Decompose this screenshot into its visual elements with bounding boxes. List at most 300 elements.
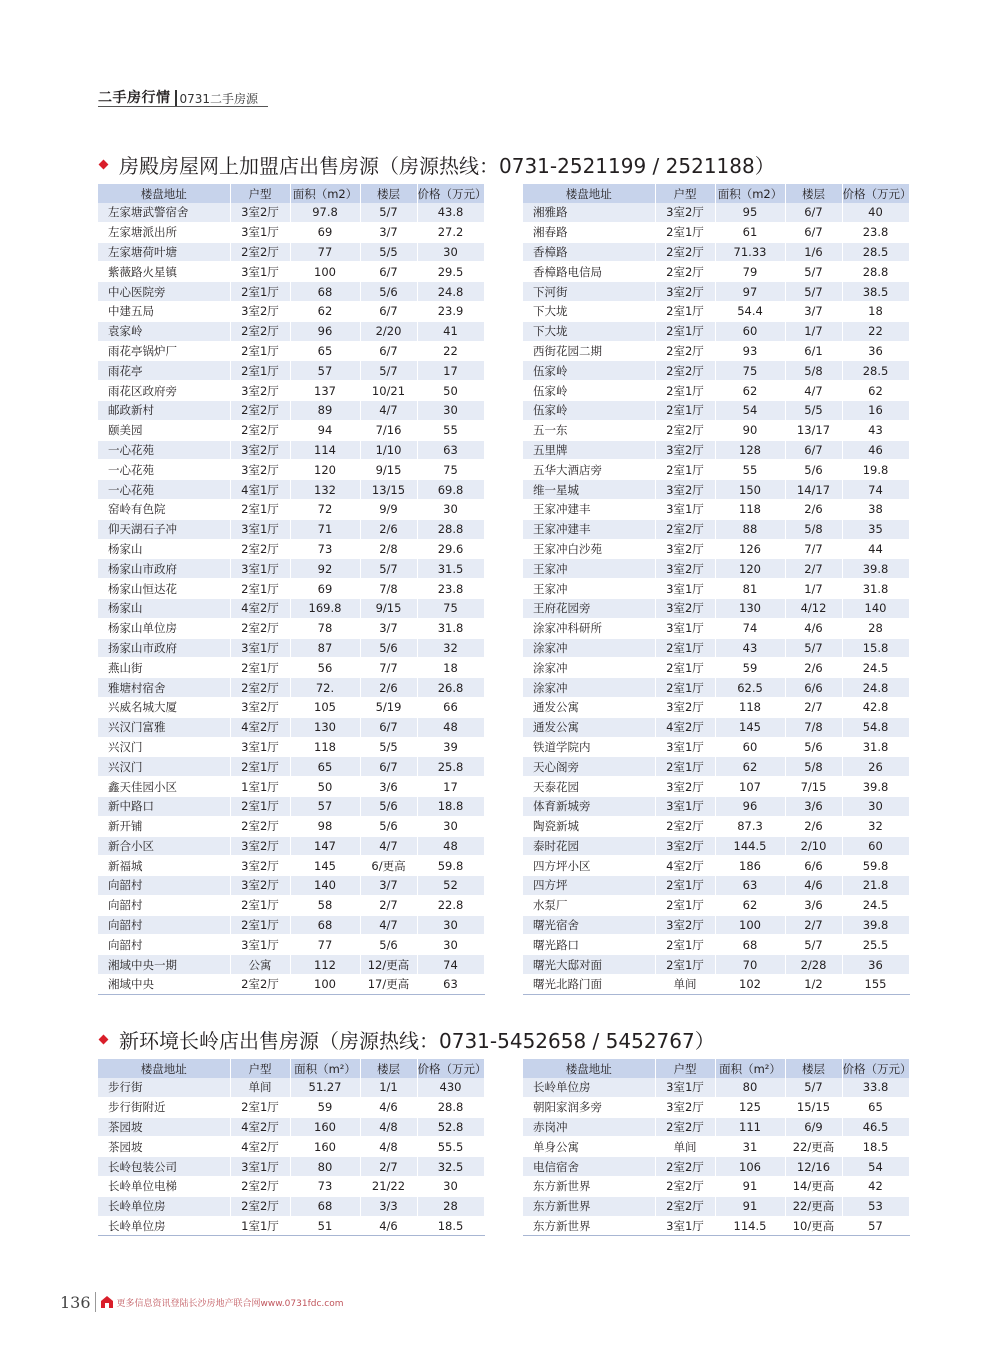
table-cell: 95 bbox=[715, 203, 785, 222]
table-cell: 西街花园二期 bbox=[523, 341, 655, 361]
table-cell: 2室1厅 bbox=[655, 321, 715, 341]
table-row bbox=[98, 579, 484, 599]
table-cell: 80 bbox=[290, 1157, 360, 1177]
header-divider bbox=[175, 90, 177, 107]
table-cell: 左家塘荷叶塘 bbox=[98, 242, 230, 262]
table-cell: 3室2厅 bbox=[230, 301, 290, 321]
table-cell: 100 bbox=[290, 262, 360, 282]
table-cell: 曙光路口 bbox=[523, 935, 655, 955]
table-cell: 33.8 bbox=[842, 1078, 909, 1097]
table-cell: 26.8 bbox=[417, 678, 484, 698]
table-cell: 涂家冲 bbox=[523, 658, 655, 678]
table-cell: 天泰花园 bbox=[523, 777, 655, 797]
table-cell: 4/8 bbox=[360, 1137, 417, 1157]
table-cell: 3室1厅 bbox=[230, 559, 290, 579]
table-cell: 五里牌 bbox=[523, 440, 655, 460]
table-cell: 5/7 bbox=[785, 282, 842, 302]
table-cell: 118 bbox=[715, 499, 785, 519]
table-cell: 王家冲白沙苑 bbox=[523, 539, 655, 559]
table-cell: 3室1厅 bbox=[655, 737, 715, 757]
table-row bbox=[523, 737, 909, 757]
column-header: 价格（万元） bbox=[842, 184, 909, 203]
table-cell: 5/5 bbox=[785, 400, 842, 420]
table-cell: 兴汉门 bbox=[98, 737, 230, 757]
table-cell: 120 bbox=[290, 460, 360, 480]
table-row bbox=[98, 321, 484, 341]
table-cell: 新合小区 bbox=[98, 836, 230, 856]
table-cell: 21/22 bbox=[360, 1176, 417, 1196]
table-cell: 77 bbox=[290, 935, 360, 955]
table-cell: 长岭单位房 bbox=[98, 1196, 230, 1216]
table-cell: 39.8 bbox=[842, 777, 909, 797]
table-cell: 2室2厅 bbox=[230, 539, 290, 559]
table-cell: 2室2厅 bbox=[230, 321, 290, 341]
table-cell: 2室2厅 bbox=[230, 678, 290, 698]
table-cell: 55.5 bbox=[417, 1137, 484, 1157]
table-cell: 6/7 bbox=[360, 717, 417, 737]
table-cell: 50 bbox=[290, 777, 360, 797]
table-cell: 111 bbox=[715, 1117, 785, 1137]
table-cell: 5/7 bbox=[785, 1078, 842, 1097]
table-cell: 一心花苑 bbox=[98, 440, 230, 460]
table-cell: 52.8 bbox=[417, 1117, 484, 1137]
table-row bbox=[523, 499, 909, 519]
table-cell: 1室1厅 bbox=[230, 1216, 290, 1236]
table-cell: 6/7 bbox=[360, 262, 417, 282]
table-cell: 2室1厅 bbox=[230, 757, 290, 777]
table-cell: 24.5 bbox=[842, 895, 909, 915]
table-cell: 9/9 bbox=[360, 499, 417, 519]
table-cell: 88 bbox=[715, 519, 785, 539]
table-cell: 96 bbox=[290, 321, 360, 341]
table-cell: 98 bbox=[290, 816, 360, 836]
table-row bbox=[98, 519, 484, 539]
table-cell: 3室2厅 bbox=[230, 836, 290, 856]
footer-divider bbox=[95, 1292, 96, 1312]
table-cell: 兴汉门富雅 bbox=[98, 717, 230, 737]
table-cell: 4/7 bbox=[785, 381, 842, 401]
table-cell: 铁道学院内 bbox=[523, 737, 655, 757]
table-row bbox=[523, 757, 909, 777]
table-cell: 62 bbox=[715, 895, 785, 915]
table-cell: 65 bbox=[290, 341, 360, 361]
table-cell: 80 bbox=[715, 1078, 785, 1097]
table-cell: 112 bbox=[290, 955, 360, 975]
table-cell: 31.8 bbox=[842, 737, 909, 757]
table-row bbox=[523, 678, 909, 698]
table-cell: 46 bbox=[842, 440, 909, 460]
table-cell: 10/更高 bbox=[785, 1216, 842, 1236]
table-cell: 28.8 bbox=[842, 262, 909, 282]
table-cell: 60 bbox=[715, 737, 785, 757]
table-cell: 69 bbox=[290, 222, 360, 242]
table-row bbox=[98, 282, 484, 302]
table-cell: 3室2厅 bbox=[655, 915, 715, 935]
table-cell: 4室2厅 bbox=[655, 856, 715, 876]
section1-title-text: 房殿房屋网上加盟店出售房源（房源热线：0731-2521199 / 2521188） bbox=[119, 154, 775, 178]
table-row bbox=[98, 420, 484, 440]
table-cell: 2室1厅 bbox=[655, 658, 715, 678]
table-cell: 长岭包装公司 bbox=[98, 1157, 230, 1177]
table-row bbox=[98, 915, 484, 935]
table-cell: 3室1厅 bbox=[230, 935, 290, 955]
table-cell: 16 bbox=[842, 400, 909, 420]
table-cell: 3室2厅 bbox=[230, 856, 290, 876]
table-cell: 朝阳家润多旁 bbox=[523, 1097, 655, 1117]
table-cell: 4/7 bbox=[360, 915, 417, 935]
table-row bbox=[98, 361, 484, 381]
column-header: 户型 bbox=[230, 184, 290, 203]
table-row bbox=[98, 301, 484, 321]
table-cell: 52 bbox=[417, 876, 484, 896]
page-header bbox=[98, 89, 258, 107]
table-cell: 48 bbox=[417, 836, 484, 856]
table-row bbox=[98, 678, 484, 698]
table-cell: 王家冲 bbox=[523, 579, 655, 599]
table-row bbox=[523, 1097, 909, 1117]
table-cell: 4室2厅 bbox=[230, 598, 290, 618]
table-cell: 7/8 bbox=[360, 579, 417, 599]
table-cell: 陶瓷新城 bbox=[523, 816, 655, 836]
table-cell: 2室1厅 bbox=[230, 361, 290, 381]
table-cell: 2室1厅 bbox=[655, 222, 715, 242]
table-cell: 15.8 bbox=[842, 638, 909, 658]
table-cell: 59 bbox=[290, 1097, 360, 1117]
table-cell: 94 bbox=[290, 420, 360, 440]
table-row bbox=[98, 638, 484, 658]
table-cell: 56 bbox=[290, 658, 360, 678]
table-cell: 26 bbox=[842, 757, 909, 777]
table-cell: 87.3 bbox=[715, 816, 785, 836]
table-header-row bbox=[523, 184, 909, 203]
table-row bbox=[523, 539, 909, 559]
table-cell: 长岭单位房 bbox=[98, 1216, 230, 1236]
column-header: 楼层 bbox=[360, 184, 417, 203]
table-row bbox=[523, 697, 909, 717]
table-cell: 114 bbox=[290, 440, 360, 460]
table-cell: 5/19 bbox=[360, 697, 417, 717]
table-cell: 2室1厅 bbox=[230, 915, 290, 935]
table-cell: 24.5 bbox=[842, 658, 909, 678]
table-cell: 2室1厅 bbox=[655, 678, 715, 698]
table-cell: 70 bbox=[715, 955, 785, 975]
table-cell: 新中路口 bbox=[98, 796, 230, 816]
table-cell: 24.8 bbox=[842, 678, 909, 698]
table-cell: 23.8 bbox=[842, 222, 909, 242]
table-cell: 2室1厅 bbox=[230, 341, 290, 361]
section2-title-text: 新环境长岭店出售房源（房源热线：0731-5452658 / 5452767） bbox=[119, 1029, 715, 1053]
table-cell: 茶园坡 bbox=[98, 1117, 230, 1137]
table-row bbox=[523, 321, 909, 341]
table-cell: 3室2厅 bbox=[230, 697, 290, 717]
table-cell: 2室1厅 bbox=[655, 935, 715, 955]
table-cell: 3/6 bbox=[785, 796, 842, 816]
column-header: 楼层 bbox=[360, 1059, 417, 1078]
table-cell: 3室2厅 bbox=[655, 282, 715, 302]
table-cell: 2室1厅 bbox=[655, 460, 715, 480]
table-cell: 5/7 bbox=[785, 935, 842, 955]
table-row bbox=[98, 796, 484, 816]
table-cell: 57 bbox=[842, 1216, 909, 1236]
table-cell: 四方坪 bbox=[523, 876, 655, 896]
table-cell: 59.8 bbox=[417, 856, 484, 876]
table-cell: 1/7 bbox=[785, 579, 842, 599]
table-row bbox=[523, 1137, 909, 1157]
table-cell: 36 bbox=[842, 955, 909, 975]
table-cell: 17 bbox=[417, 361, 484, 381]
table-cell: 5/6 bbox=[360, 638, 417, 658]
table-cell: 55 bbox=[715, 460, 785, 480]
table-row bbox=[98, 1176, 484, 1196]
table-cell: 7/15 bbox=[785, 777, 842, 797]
table-cell: 61 bbox=[715, 222, 785, 242]
table-cell: 邮政新村 bbox=[98, 400, 230, 420]
table-cell: 39 bbox=[417, 737, 484, 757]
table-cell: 22 bbox=[417, 341, 484, 361]
table-cell: 2室1厅 bbox=[230, 796, 290, 816]
table-cell: 62 bbox=[715, 381, 785, 401]
table-cell: 2室1厅 bbox=[230, 658, 290, 678]
column-header: 面积（m2） bbox=[715, 184, 785, 203]
table-cell: 62 bbox=[715, 757, 785, 777]
table-cell: 曙光北路门面 bbox=[523, 975, 655, 995]
table-cell: 单间 bbox=[655, 1137, 715, 1157]
table-row bbox=[523, 361, 909, 381]
table-cell: 55 bbox=[417, 420, 484, 440]
table-row bbox=[523, 796, 909, 816]
table-cell: 2/7 bbox=[360, 895, 417, 915]
table-cell: 75 bbox=[715, 361, 785, 381]
table-row bbox=[523, 876, 909, 896]
table-cell: 41 bbox=[417, 321, 484, 341]
table-cell: 15/15 bbox=[785, 1097, 842, 1117]
table-cell: 燕山街 bbox=[98, 658, 230, 678]
table-cell: 天心阁旁 bbox=[523, 757, 655, 777]
table-cell: 3室2厅 bbox=[655, 836, 715, 856]
table-cell: 1/10 bbox=[360, 440, 417, 460]
table-header-row bbox=[98, 1059, 484, 1078]
table-cell: 2室2厅 bbox=[655, 519, 715, 539]
table-cell: 93 bbox=[715, 341, 785, 361]
table-cell: 5/7 bbox=[360, 559, 417, 579]
section1-title bbox=[98, 150, 775, 179]
table-cell: 3室1厅 bbox=[655, 1078, 715, 1097]
table-cell: 1/2 bbox=[785, 975, 842, 995]
table-row bbox=[523, 400, 909, 420]
table-cell: 2/28 bbox=[785, 955, 842, 975]
table-cell: 3/7 bbox=[360, 222, 417, 242]
table-cell: 169.8 bbox=[290, 598, 360, 618]
table-cell: 30 bbox=[417, 935, 484, 955]
table-cell: 30 bbox=[417, 1176, 484, 1196]
table-cell: 维一星城 bbox=[523, 480, 655, 500]
listing-table-1-left bbox=[98, 184, 485, 995]
table-cell: 72 bbox=[290, 499, 360, 519]
table-cell: 3室2厅 bbox=[230, 203, 290, 222]
table-cell: 4/6 bbox=[360, 1097, 417, 1117]
column-header: 面积（m²） bbox=[715, 1059, 785, 1078]
table-cell: 28.5 bbox=[842, 361, 909, 381]
table-cell: 2室1厅 bbox=[655, 757, 715, 777]
table-cell: 5/6 bbox=[360, 282, 417, 302]
table-row bbox=[523, 480, 909, 500]
table-cell: 59 bbox=[715, 658, 785, 678]
table-row bbox=[98, 480, 484, 500]
table-cell: 中心医院旁 bbox=[98, 282, 230, 302]
table-cell: 19.8 bbox=[842, 460, 909, 480]
table-cell: 30 bbox=[842, 796, 909, 816]
table-cell: 22/更高 bbox=[785, 1196, 842, 1216]
table-cell: 2室2厅 bbox=[230, 816, 290, 836]
table-cell: 12/16 bbox=[785, 1157, 842, 1177]
table-cell: 14/17 bbox=[785, 480, 842, 500]
table-row bbox=[523, 242, 909, 262]
table-cell: 65 bbox=[842, 1097, 909, 1117]
table-cell: 30 bbox=[417, 816, 484, 836]
table-row bbox=[98, 876, 484, 896]
table-cell: 23.8 bbox=[417, 579, 484, 599]
table-cell: 下大垅 bbox=[523, 321, 655, 341]
table-cell: 2/6 bbox=[785, 499, 842, 519]
table-cell: 14/更高 bbox=[785, 1176, 842, 1196]
table-cell: 杨家山 bbox=[98, 598, 230, 618]
table-row bbox=[98, 1078, 484, 1097]
table-cell: 3室2厅 bbox=[655, 598, 715, 618]
table-cell: 扬家山市政府 bbox=[98, 638, 230, 658]
table-row bbox=[523, 638, 909, 658]
table-cell: 28.8 bbox=[417, 1097, 484, 1117]
table-cell: 12/更高 bbox=[360, 955, 417, 975]
table-cell: 28 bbox=[842, 618, 909, 638]
table-cell: 5/8 bbox=[785, 361, 842, 381]
table-cell: 90 bbox=[715, 420, 785, 440]
table-cell: 77 bbox=[290, 242, 360, 262]
table-cell: 63 bbox=[417, 440, 484, 460]
table-cell: 18 bbox=[842, 301, 909, 321]
table-cell: 东方新世界 bbox=[523, 1176, 655, 1196]
table-cell: 五一东 bbox=[523, 420, 655, 440]
table-cell: 39.8 bbox=[842, 559, 909, 579]
table-cell: 105 bbox=[290, 697, 360, 717]
table-cell: 42.8 bbox=[842, 697, 909, 717]
table-cell: 18 bbox=[417, 658, 484, 678]
table-cell: 3室1厅 bbox=[655, 499, 715, 519]
table-cell: 92 bbox=[290, 559, 360, 579]
table-cell: 150 bbox=[715, 480, 785, 500]
table-cell: 2/6 bbox=[360, 678, 417, 698]
table-cell: 曙光宿舍 bbox=[523, 915, 655, 935]
table-cell: 3室2厅 bbox=[655, 539, 715, 559]
column-header: 价格（万元） bbox=[842, 1059, 909, 1078]
table-cell: 147 bbox=[290, 836, 360, 856]
table-cell: 杨家山单位房 bbox=[98, 618, 230, 638]
table-cell: 126 bbox=[715, 539, 785, 559]
red-diamond-icon bbox=[99, 160, 109, 170]
column-header: 价格（万元） bbox=[417, 184, 484, 203]
column-header: 户型 bbox=[655, 1059, 715, 1078]
table-cell: 2室1厅 bbox=[655, 876, 715, 896]
table-cell: 9/15 bbox=[360, 460, 417, 480]
table-row bbox=[523, 203, 909, 222]
table-cell: 144.5 bbox=[715, 836, 785, 856]
table-cell: 6/6 bbox=[785, 856, 842, 876]
header-category: 二手房行情 bbox=[98, 90, 171, 106]
table-cell: 74 bbox=[417, 955, 484, 975]
table-row bbox=[523, 1157, 909, 1177]
table-cell: 27.2 bbox=[417, 222, 484, 242]
table-row bbox=[98, 1137, 484, 1157]
table-cell: 3室2厅 bbox=[655, 480, 715, 500]
table-cell: 通发公寓 bbox=[523, 717, 655, 737]
table-cell: 31.5 bbox=[417, 559, 484, 579]
table-cell: 2室2厅 bbox=[655, 361, 715, 381]
table-cell: 1/7 bbox=[785, 321, 842, 341]
table-cell: 54 bbox=[715, 400, 785, 420]
table-cell: 3室1厅 bbox=[655, 796, 715, 816]
table-cell: 54 bbox=[842, 1157, 909, 1177]
table-cell: 29.6 bbox=[417, 539, 484, 559]
table-row bbox=[98, 935, 484, 955]
table-cell: 涂家冲科研所 bbox=[523, 618, 655, 638]
table-cell: 东方新世界 bbox=[523, 1216, 655, 1236]
table-cell: 雨花区政府旁 bbox=[98, 381, 230, 401]
table-cell: 24.8 bbox=[417, 282, 484, 302]
table-cell: 79 bbox=[715, 262, 785, 282]
column-header: 面积（m²） bbox=[290, 1059, 360, 1078]
column-header: 楼盘地址 bbox=[98, 184, 230, 203]
table-cell: 22/更高 bbox=[785, 1137, 842, 1157]
table-cell: 2室1厅 bbox=[230, 499, 290, 519]
table-cell: 一心花苑 bbox=[98, 460, 230, 480]
table-cell: 2室1厅 bbox=[655, 400, 715, 420]
table-cell: 5/6 bbox=[360, 816, 417, 836]
column-header: 楼盘地址 bbox=[523, 1059, 655, 1078]
table-cell: 3/6 bbox=[785, 895, 842, 915]
table-cell: 57 bbox=[290, 796, 360, 816]
table-cell: 泰时花园 bbox=[523, 836, 655, 856]
table-cell: 57 bbox=[290, 361, 360, 381]
table-cell: 68 bbox=[290, 282, 360, 302]
table-cell: 3/7 bbox=[360, 876, 417, 896]
table-cell: 体育新城旁 bbox=[523, 796, 655, 816]
table-cell: 62.5 bbox=[715, 678, 785, 698]
table-cell: 鑫天佳园小区 bbox=[98, 777, 230, 797]
table-cell: 四方坪小区 bbox=[523, 856, 655, 876]
table-cell: 东方新世界 bbox=[523, 1196, 655, 1216]
table-cell: 单间 bbox=[230, 1078, 290, 1097]
table-cell: 2室2厅 bbox=[655, 420, 715, 440]
table-cell: 28 bbox=[417, 1196, 484, 1216]
table-row bbox=[523, 519, 909, 539]
table-cell: 430 bbox=[417, 1078, 484, 1097]
table-cell: 32 bbox=[842, 816, 909, 836]
table-cell: 2室2厅 bbox=[655, 1196, 715, 1216]
table-cell: 7/7 bbox=[785, 539, 842, 559]
table-cell: 5/7 bbox=[785, 262, 842, 282]
table-cell: 王家冲建丰 bbox=[523, 499, 655, 519]
table-cell: 75 bbox=[417, 460, 484, 480]
table-cell: 42 bbox=[842, 1176, 909, 1196]
table-cell: 一心花苑 bbox=[98, 480, 230, 500]
table-cell: 2室1厅 bbox=[230, 895, 290, 915]
table-row bbox=[523, 915, 909, 935]
table-cell: 102 bbox=[715, 975, 785, 995]
table-cell: 7/8 bbox=[785, 717, 842, 737]
table-cell: 1/1 bbox=[360, 1078, 417, 1097]
table-cell: 18.8 bbox=[417, 796, 484, 816]
table-row bbox=[523, 777, 909, 797]
table-cell: 湘域中央一期 bbox=[98, 955, 230, 975]
